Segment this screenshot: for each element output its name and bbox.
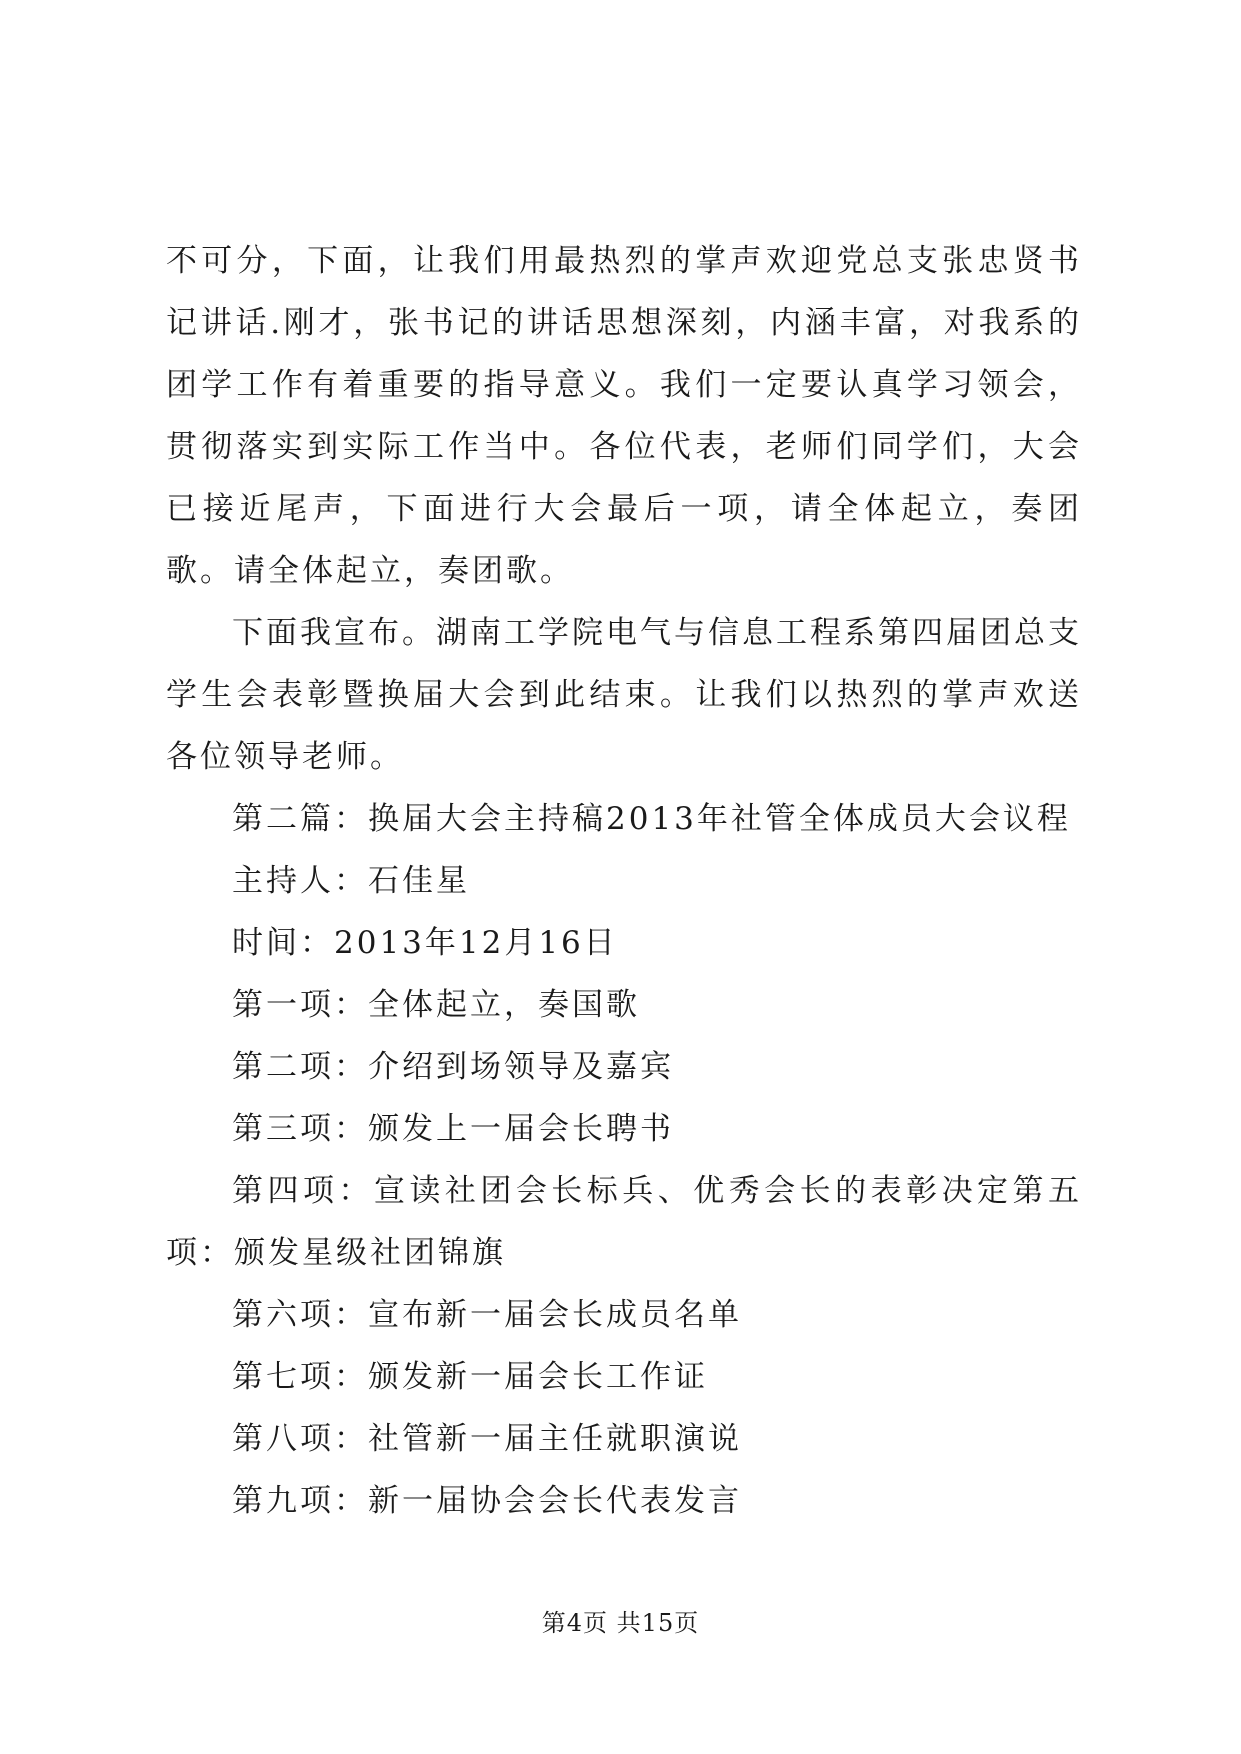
agenda-item-1: 第一项：全体起立，奏国歌: [232, 987, 640, 1023]
agenda-item-4-5: 第四项：宣读社团会长标兵、优秀会长的表彰决定第五项：颁发星级社团锦旗: [166, 1173, 1082, 1271]
agenda-item-9: 第九项：新一届协会会长代表发言: [232, 1483, 742, 1519]
agenda-item-3: 第三项：颁发上一届会长聘书: [232, 1111, 674, 1147]
host-line: 主持人：石佳星: [232, 863, 470, 899]
agenda-item-6: 第六项：宣布新一届会长成员名单: [232, 1297, 742, 1333]
document-body: [166, 230, 1082, 1532]
page-number-footer: 第4页 共15页: [541, 1609, 700, 1637]
date-line: 时间：2013年12月16日: [232, 925, 618, 961]
agenda-item-2: 第二项：介绍到场领导及嘉宾: [232, 1049, 674, 1085]
section-title: 第二篇：换届大会主持稿2013年社管全体成员大会议程: [232, 801, 1071, 837]
agenda-item-8: 第八项：社管新一届主任就职演说: [232, 1421, 742, 1457]
paragraph-continuation: 不可分，下面，让我们用最热烈的掌声欢迎党总支张忠贤书记讲话.刚才，张书记的讲话思想深刻，内涵丰富，对我系的团学工作有着重要的指导意义。我们一定要认真学习领会，贯彻落实到实际工作当中。各位代表，老师们同学们，大会已接近尾声，下面进行大会最后一项，请全体起立，奏团歌。请全体起立，奏团歌。: [166, 243, 1082, 589]
agenda-item-7: 第七项：颁发新一届会长工作证: [232, 1359, 708, 1395]
paragraph-closing-announcement: 下面我宣布。湖南工学院电气与信息工程系第四届团总支学生会表彰暨换届大会到此结束。让我们以热烈的掌声欢送各位领导老师。: [166, 615, 1082, 775]
